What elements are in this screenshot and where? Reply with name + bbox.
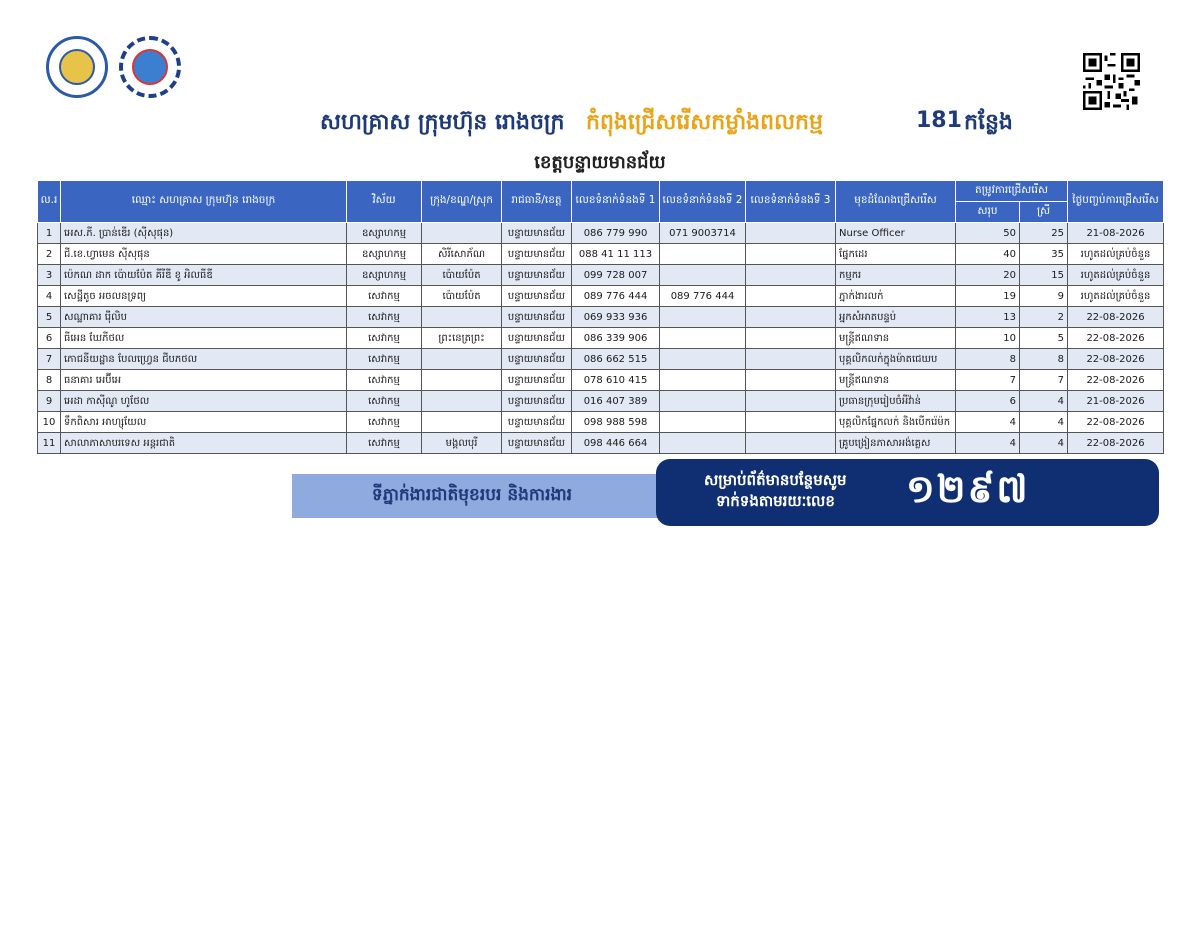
cell-no: 6 (38, 328, 61, 349)
cell-total: 20 (956, 265, 1020, 286)
cell-deadline: 22-08-2026 (1068, 307, 1164, 328)
cell-phone1: 016 407 389 (572, 391, 660, 412)
cell-district: ប៉ោយប៉ែត (422, 265, 502, 286)
table-row (38, 433, 1164, 454)
nea-logo (119, 36, 181, 98)
table-row (38, 223, 1164, 244)
cell-district (422, 412, 502, 433)
table-row (38, 412, 1164, 433)
cell-female: 4 (1020, 391, 1068, 412)
cell-capital: បន្ទាយមានជ័យ (502, 433, 572, 454)
page-title (0, 106, 1200, 142)
cell-phone1: 086 339 906 (572, 328, 660, 349)
cell-total: 50 (956, 223, 1020, 244)
cell-total: 8 (956, 349, 1020, 370)
col-header-female: ស្រី (1020, 202, 1068, 223)
cell-phone1: 099 728 007 (572, 265, 660, 286)
cell-sector: សេវាកម្ម (347, 370, 422, 391)
cell-phone3 (746, 412, 836, 433)
cell-phone2 (660, 307, 746, 328)
table-row (38, 391, 1164, 412)
position-unit: កន្លែង (964, 110, 1013, 135)
cell-phone3 (746, 265, 836, 286)
qr-code-icon (1083, 53, 1140, 110)
cell-capital: បន្ទាយមានជ័យ (502, 328, 572, 349)
cell-phone2: 089 776 444 (660, 286, 746, 307)
title-company-label: សហគ្រាស ក្រុមហ៊ុន រោងចក្រ (320, 110, 565, 135)
cell-sector: សេវាកម្ម (347, 412, 422, 433)
col-header-deadline: ថ្ងៃបញ្ចប់ការជ្រើសរើស (1068, 181, 1164, 223)
cell-no: 8 (38, 370, 61, 391)
cell-deadline: រហូតដល់គ្រប់ចំនួន (1068, 286, 1164, 307)
cell-phone2: 071 9003714 (660, 223, 746, 244)
cell-female: 8 (1020, 349, 1068, 370)
cell-position: កម្មករ (836, 265, 956, 286)
cell-position: Nurse Officer (836, 223, 956, 244)
col-header-no: ល.រ (38, 181, 61, 223)
cell-phone2 (660, 391, 746, 412)
cell-company: ធីអេន ឃែភីថល (61, 328, 347, 349)
cell-deadline: រហូតដល់គ្រប់ចំនួន (1068, 244, 1164, 265)
cell-company: អេដា កាស៊ីណូ ហូថែល (61, 391, 347, 412)
cell-phone2 (660, 412, 746, 433)
cell-no: 7 (38, 349, 61, 370)
cell-capital: បន្ទាយមានជ័យ (502, 244, 572, 265)
cell-phone2 (660, 370, 746, 391)
hotline-number: ១២៩៧ (906, 467, 1030, 511)
cell-position: បុគ្គលិកលក់ក្នុងម៉ាតជេឃប (836, 349, 956, 370)
cell-capital: បន្ទាយមានជ័យ (502, 349, 572, 370)
cell-phone3 (746, 328, 836, 349)
hotline-banner (656, 459, 1159, 526)
cell-phone2 (660, 328, 746, 349)
cell-female: 4 (1020, 433, 1068, 454)
cell-capital: បន្ទាយមានជ័យ (502, 412, 572, 433)
col-header-capital: រាជធានី/ខេត្ត (502, 181, 572, 223)
col-header-position: មុខដំណែងជ្រើសរើស (836, 181, 956, 223)
table-row (38, 286, 1164, 307)
cell-district (422, 223, 502, 244)
cell-phone3 (746, 433, 836, 454)
cell-capital: បន្ទាយមានជ័យ (502, 265, 572, 286)
cell-company: ប៉េកណ ដាក ប៉ោយប៉ែត គីរីឌី ខូ អិលធីឌី (61, 265, 347, 286)
cell-no: 3 (38, 265, 61, 286)
cell-sector: សេវាកម្ម (347, 391, 422, 412)
cell-no: 9 (38, 391, 61, 412)
cell-company: អេស.ភី. ប្រាន់ឌើរ (ស៊ីសុផុន) (61, 223, 347, 244)
cell-phone3 (746, 244, 836, 265)
cell-phone3 (746, 391, 836, 412)
cell-no: 2 (38, 244, 61, 265)
cell-sector: សេវាកម្ម (347, 307, 422, 328)
cell-total: 19 (956, 286, 1020, 307)
cell-female: 15 (1020, 265, 1068, 286)
cell-deadline: 21-08-2026 (1068, 391, 1164, 412)
col-header-phone1: លេខទំនាក់ទំនងទី 1 (572, 181, 660, 223)
cell-no: 5 (38, 307, 61, 328)
cell-female: 4 (1020, 412, 1068, 433)
cell-total: 6 (956, 391, 1020, 412)
cell-phone3 (746, 370, 836, 391)
cell-position: មន្ត្រីឥណទាន (836, 370, 956, 391)
cell-position: ផ្នែកដេរ (836, 244, 956, 265)
cell-phone1: 098 988 598 (572, 412, 660, 433)
cell-deadline: 22-08-2026 (1068, 433, 1164, 454)
cell-sector: សេវាកម្ម (347, 433, 422, 454)
cell-position: ប្រធានក្រុមរៀបចំអីវ៉ាន់ (836, 391, 956, 412)
cell-sector: ឧស្សាហកម្ម (347, 223, 422, 244)
cell-district (422, 370, 502, 391)
cell-phone2 (660, 244, 746, 265)
cell-no: 11 (38, 433, 61, 454)
cell-total: 4 (956, 412, 1020, 433)
cell-phone1: 078 610 415 (572, 370, 660, 391)
cell-district (422, 307, 502, 328)
cell-sector: ឧស្សាហកម្ម (347, 244, 422, 265)
cell-deadline: 22-08-2026 (1068, 370, 1164, 391)
cell-district: ប៉ោយប៉ែត (422, 286, 502, 307)
province-heading: ខេត្តបន្ទាយមានជ័យ (534, 152, 666, 173)
cell-female: 35 (1020, 244, 1068, 265)
cell-position: មន្ត្រីឥណទាន (836, 328, 956, 349)
cell-phone2 (660, 433, 746, 454)
table-row (38, 307, 1164, 328)
hotline-info-line1: សម្រាប់ព័ត៌មានបន្ថែមសូម (704, 471, 847, 489)
col-header-need-group: តម្រូវការជ្រើសរើស (956, 181, 1068, 202)
cell-phone1: 069 933 936 (572, 307, 660, 328)
cell-female: 25 (1020, 223, 1068, 244)
cell-company: ទឹកពិសារ អាហ្សុយែល (61, 412, 347, 433)
cell-deadline: 22-08-2026 (1068, 328, 1164, 349)
cell-position: អ្នកសំអាតបន្ទប់ (836, 307, 956, 328)
table-row (38, 370, 1164, 391)
cell-total: 40 (956, 244, 1020, 265)
table-row (38, 349, 1164, 370)
hotline-info-line2: ទាក់ទងតាមរយៈលេខ (716, 492, 835, 510)
cell-total: 4 (956, 433, 1020, 454)
cell-sector: ឧស្សាហកម្ម (347, 265, 422, 286)
cell-district: មង្គលបុរី (422, 433, 502, 454)
cell-capital: បន្ទាយមានជ័យ (502, 307, 572, 328)
cell-company: ធនាគារ អេប៊ីអេ (61, 370, 347, 391)
cell-total: 7 (956, 370, 1020, 391)
cell-phone1: 098 446 664 (572, 433, 660, 454)
cell-district: សិរីសោភ័ណ (422, 244, 502, 265)
table-row (38, 265, 1164, 286)
cell-position: គ្រូបង្រៀនភាសាអង់គ្លេស (836, 433, 956, 454)
col-header-district: ក្រុង/ខណ្ឌ/ស្រុក (422, 181, 502, 223)
cell-total: 10 (956, 328, 1020, 349)
cell-deadline: រហូតដល់គ្រប់ចំនួន (1068, 265, 1164, 286)
cell-sector: សេវាកម្ម (347, 349, 422, 370)
cell-phone3 (746, 349, 836, 370)
cell-capital: បន្ទាយមានជ័យ (502, 286, 572, 307)
title-recruiting-label: កំពុងជ្រើសរើសកម្លាំងពលកម្ម (586, 110, 823, 135)
cell-phone3 (746, 307, 836, 328)
cell-female: 9 (1020, 286, 1068, 307)
cell-position: ភ្នាក់ងារលក់ (836, 286, 956, 307)
cell-position: បុគ្គលិកផ្នែកលក់ និងបើករ៉េម៉ក (836, 412, 956, 433)
cell-female: 5 (1020, 328, 1068, 349)
cell-total: 13 (956, 307, 1020, 328)
agency-label: ទីភ្នាក់ងារជាតិមុខរបរ និងការងារ (371, 485, 573, 505)
cell-capital: បន្ទាយមានជ័យ (502, 391, 572, 412)
col-header-sector: វិស័យ (347, 181, 422, 223)
cell-female: 2 (1020, 307, 1068, 328)
table-row (38, 244, 1164, 265)
cell-company: ជី.ខេ.ហ្វាមេន ស៊ីសុផុន (61, 244, 347, 265)
col-header-total: សរុប (956, 202, 1020, 223)
cell-company: សណ្ឋាគារ រ៉ើលិប (61, 307, 347, 328)
cell-capital: បន្ទាយមានជ័យ (502, 223, 572, 244)
cell-deadline: 21-08-2026 (1068, 223, 1164, 244)
cell-capital: បន្ទាយមានជ័យ (502, 370, 572, 391)
col-header-phone3: លេខទំនាក់ទំនងទី 3 (746, 181, 836, 223)
cell-company: ភោជនីយដ្ឋាន បែលហ្វ្រេន ជីបភថល (61, 349, 347, 370)
agency-banner (292, 474, 672, 518)
cell-company: សាលាភាសាបរទេស អន្តរជាតិ (61, 433, 347, 454)
col-header-phone2: លេខទំនាក់ទំនងទី 2 (660, 181, 746, 223)
cell-female: 7 (1020, 370, 1068, 391)
cell-phone3 (746, 223, 836, 244)
table-row (38, 328, 1164, 349)
col-header-company: ឈ្មោះ សហគ្រាស ក្រុមហ៊ុន រោងចក្រ (61, 181, 347, 223)
cell-sector: សេវាកម្ម (347, 286, 422, 307)
cell-phone1: 086 662 515 (572, 349, 660, 370)
position-count: 181 (916, 108, 962, 133)
cell-no: 1 (38, 223, 61, 244)
cell-phone1: 086 779 990 (572, 223, 660, 244)
cell-deadline: 22-08-2026 (1068, 412, 1164, 433)
cell-no: 10 (38, 412, 61, 433)
cell-sector: សេវាកម្ម (347, 328, 422, 349)
cell-phone2 (660, 265, 746, 286)
cell-no: 4 (38, 286, 61, 307)
cell-phone1: 089 776 444 (572, 286, 660, 307)
cell-district (422, 391, 502, 412)
cell-phone3 (746, 286, 836, 307)
cell-district: ព្រះនេត្រព្រះ (422, 328, 502, 349)
cell-district (422, 349, 502, 370)
job-listings-table (37, 180, 1164, 454)
cell-company: សេដ្ឋីតូច អចលនទ្រព្យ (61, 286, 347, 307)
cell-deadline: 22-08-2026 (1068, 349, 1164, 370)
cell-phone2 (660, 349, 746, 370)
cell-phone1: 088 41 11 113 (572, 244, 660, 265)
ministry-logo (46, 36, 108, 98)
